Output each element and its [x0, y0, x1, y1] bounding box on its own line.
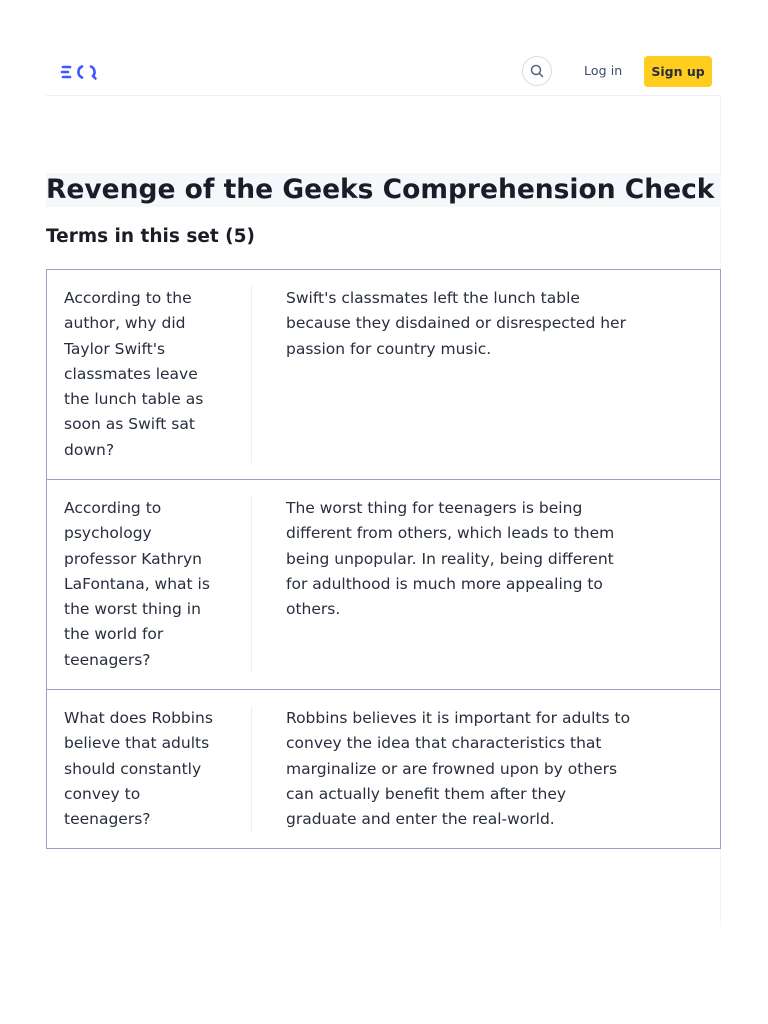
search-icon — [530, 64, 544, 78]
top-nav — [46, 48, 720, 96]
term-word: According to psychology professor Kathryn LaFontana, what is the worst thing in the world for teenagers? — [64, 499, 210, 669]
signup-button[interactable]: Sign up — [644, 56, 712, 87]
term-divider — [251, 706, 252, 832]
term-word: What does Robbins believe that adults should constantly convey to teenagers? — [64, 709, 213, 829]
login-link[interactable]: Log in — [584, 63, 623, 78]
term-row — [47, 689, 720, 848]
term-row — [47, 270, 720, 479]
quizlet-logo[interactable] — [60, 62, 100, 82]
term-definition: Robbins believes it is important for adults to convey the idea that characteristics that marginalize or are frowned upon by others can actually benefit them after they graduate and enter the real-world. — [286, 709, 631, 829]
terms-heading: Terms in this set (5) — [46, 226, 255, 247]
term-word: According to the author, why did Taylor Swift's classmates leave the lunch table as soon as Swift sat down? — [64, 289, 204, 459]
set-title: Revenge of the Geeks Comprehension Check — [46, 174, 715, 205]
search-button[interactable] — [522, 56, 552, 86]
terms-list — [46, 269, 721, 849]
term-divider — [251, 286, 252, 463]
term-row — [47, 479, 720, 689]
term-definition: The worst thing for teenagers is being different from others, which leads to them being unpopular. In reality, being different for adulthood is much more appealing to others. — [286, 499, 615, 619]
term-definition: Swift's classmates left the lunch table because they disdained or disrespected her passion for country music. — [286, 289, 626, 358]
term-divider — [251, 496, 252, 673]
